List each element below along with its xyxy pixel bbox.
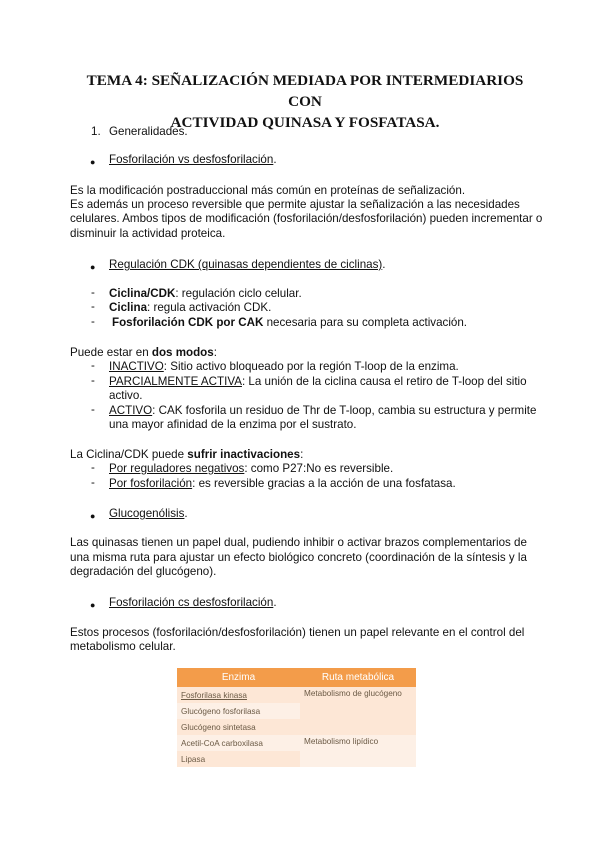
table-cell: Glucógeno fosforilasa xyxy=(181,706,261,716)
bold-term: Ciclina/CDK xyxy=(109,287,176,300)
bullet-heading-text: Fosforilación cs desfosforilación xyxy=(109,596,274,609)
table-header-row xyxy=(177,668,416,687)
list-item xyxy=(112,315,467,331)
paragraph-line: Es además un proceso reversible que permite ajustar la señalización a las necesidades xyxy=(70,198,520,211)
item-text: : regula activación CDK. xyxy=(147,301,272,314)
bullet-heading-cdk xyxy=(109,257,386,273)
bullet-heading-glycogenolysis xyxy=(109,506,188,522)
list-item xyxy=(109,374,527,390)
text: La Ciclina/CDK puede xyxy=(70,448,188,461)
dash-marker: - xyxy=(91,315,95,328)
table-cell: Lipasa xyxy=(181,754,206,764)
title-line-1: TEMA 4: SEÑALIZACIÓN MEDIADA POR INTERMEDIARIOS CON xyxy=(86,72,524,110)
dash-marker: - xyxy=(91,403,95,416)
table-cell: Glucógeno sintetasa xyxy=(181,722,256,732)
underlined-term: ACTIVO xyxy=(109,404,153,417)
section-heading: Generalidades. xyxy=(109,125,188,138)
title-line-2: ACTIVIDAD QUINASA Y FOSFATASA. xyxy=(170,114,440,131)
bold-term: Ciclina xyxy=(109,301,148,314)
item-text: necesaria para su completa activación. xyxy=(263,316,468,329)
bullet-heading-phosphorylation xyxy=(109,152,277,168)
period: . xyxy=(273,153,277,166)
underlined-term: INACTIVO xyxy=(109,360,164,373)
dash-marker: - xyxy=(91,461,95,474)
table-row xyxy=(177,687,416,703)
underlined-term: Por fosforilación xyxy=(109,477,193,490)
dash-marker: - xyxy=(91,374,95,387)
period: . xyxy=(273,596,277,609)
list-item xyxy=(109,359,459,375)
list-item-continuation: una mayor afinidad de la enzima por el sustrato. xyxy=(109,418,357,431)
table-header-pathway: Ruta metabólica xyxy=(300,668,416,687)
bullet-icon: ● xyxy=(90,600,96,610)
bullet-icon: ● xyxy=(90,511,96,521)
item-text: : Sitio activo bloqueado por la región T-loop de la enzima. xyxy=(163,360,459,373)
dash-marker: - xyxy=(91,300,95,313)
text: Puede estar en xyxy=(70,346,152,359)
paragraph-line: Es la modificación postraduccional más común en proteínas de señalización. xyxy=(70,184,466,197)
bold-term: sufrir inactivaciones xyxy=(187,448,301,461)
paragraph-line: Estos procesos (fosforilación/desfosforilación) tienen un papel relevante en el control del xyxy=(70,626,525,639)
cell-text: Fosforilasa kinasa xyxy=(181,690,247,700)
dash-marker: - xyxy=(91,476,95,489)
bullet-heading-text: Regulación CDK (quinasas dependientes de ciclinas) xyxy=(109,258,383,271)
bullet-heading-phosphorylation-2 xyxy=(109,595,277,611)
table-row xyxy=(177,735,416,751)
period: . xyxy=(184,507,188,520)
item-text: : como P27:No es reversible. xyxy=(244,462,394,475)
bullet-heading-text: Fosforilación vs desfosforilación xyxy=(109,153,274,166)
paragraph-line: una misma ruta para ajustar un efecto biológico concreto (coordinación de la síntesis y la xyxy=(70,551,527,564)
bullet-icon: ● xyxy=(90,157,96,167)
table-cell: Acetil-CoA carboxilasa xyxy=(181,738,263,748)
list-item xyxy=(109,461,393,477)
list-item-continuation: activo. xyxy=(109,389,143,402)
table-cell: Metabolismo lipídico xyxy=(304,737,379,746)
paragraph-line: celulares. Ambos tipos de modificación (fosforilación/desfosforilación) pueden incrementar o xyxy=(70,212,543,225)
bold-term: dos modos xyxy=(151,346,214,359)
bullet-icon: ● xyxy=(90,262,96,272)
period: . xyxy=(382,258,386,271)
underlined-term: Por reguladores negativos xyxy=(109,462,245,475)
bullet-heading-text: Glucogenólisis xyxy=(109,507,185,520)
table-cell xyxy=(177,687,300,703)
item-text: : CAK fosforila un residuo de Thr de T-loop, cambia su estructura y permite xyxy=(152,404,537,417)
item-text: : La unión de la ciclina causa el retiro de T-loop del sitio xyxy=(241,375,527,388)
table-cell: Metabolismo de glucógeno xyxy=(304,689,402,698)
dash-marker: - xyxy=(91,359,95,372)
table-header-enzyme: Enzima xyxy=(177,668,300,687)
paragraph-line: metabolismo celular. xyxy=(70,640,176,653)
section-number: 1. xyxy=(91,125,101,138)
paragraph-line: degradación del glucógeno). xyxy=(70,565,217,578)
text: : xyxy=(213,346,217,359)
item-text: : regulación ciclo celular. xyxy=(175,287,302,300)
paragraph-line: Las quinasas tienen un papel dual, pudiendo inhibir o activar brazos complementarios de xyxy=(70,536,527,549)
paragraph-line: disminuir la actividad proteica. xyxy=(70,227,226,240)
bold-term: Fosforilación CDK por CAK xyxy=(112,316,264,329)
enzyme-table xyxy=(177,668,416,767)
underlined-term: PARCIALMENTE ACTIVA xyxy=(109,375,242,388)
item-text: : es reversible gracias a la acción de una fosfatasa. xyxy=(192,477,456,490)
text: : xyxy=(300,448,304,461)
dash-marker: - xyxy=(91,286,95,299)
list-item xyxy=(109,300,271,316)
list-item xyxy=(109,476,456,492)
